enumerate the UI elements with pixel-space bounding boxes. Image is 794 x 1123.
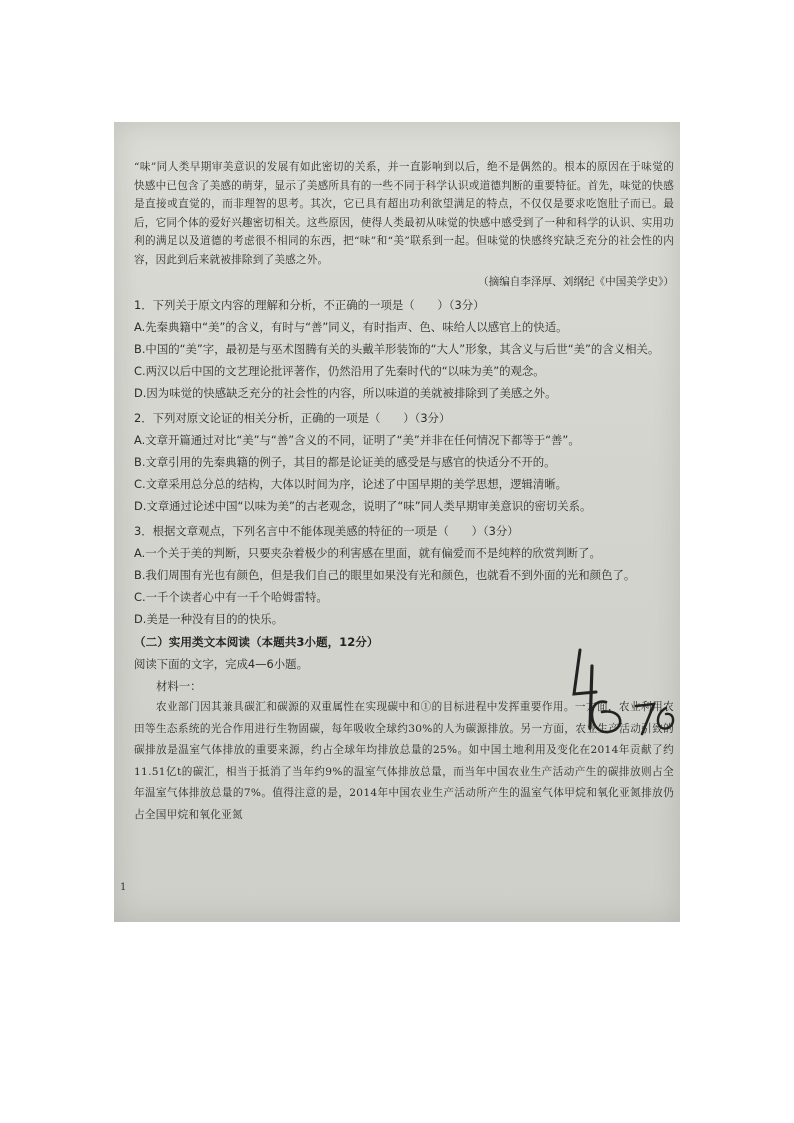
page-mark: 1 [120, 882, 127, 893]
question-stem: 1．下列关于原文内容的理解和分析，不正确的一项是（ ）（3分） [134, 297, 485, 312]
question-option: A.文章开篇通过对比“美”与“善”含义的不同，证明了“美”并非在任何情况下都等于“善”。 [134, 432, 580, 447]
question-option: C.一千个读者心中有一千个哈姆雷特。 [134, 590, 328, 605]
passage-paragraph: “味”同人类早期审美意识的发展有如此密切的关系，并一直影响到以后，绝不是偶然的。根本的原因在于味觉的快感中已包含了美感的萌芽，显示了美感所具有的一些不同于科学认识或道德判断的重要特征。首先，味觉的快感是直接或直觉的，而非理智的思考。其次，它已具有超出功利欲望满足的特点，不仅仅是要求吃饱肚子而已。最后，它同个体的爱好兴趣密切相关。这些原因，使得人类最初从味觉的快感中感受到了一种和科学的认识、实用功利的满足以及道德的考虑很不相同的东西，把“味”和“美”联系到一起。但味觉的快感终究缺乏充分的社会性的内容，因此到后来就被排除到了美感之外。 [134, 161, 674, 266]
question-option: A.一个关于美的判断，只要夹杂着极少的利害感在里面，就有偏爱而不是纯粹的欣赏判断了。 [134, 545, 601, 560]
question-option: D.文章通过论述中国“以味为美”的古老观念，说明了“味”同人类早期审美意识的密切关系。 [134, 499, 592, 514]
section-instruction: 阅读下面的文字，完成4—6小题。 [134, 656, 308, 671]
question-option: B.中国的“美”字，最初是与巫术图腾有关的头戴羊形装饰的“大人”形象，其含义与后世“美”的含义相关。 [134, 341, 660, 356]
material-label: 材料一： [156, 678, 202, 693]
question-option: D.因为味觉的快感缺乏充分的社会性的内容，所以味道的美就被排除到了美感之外。 [134, 386, 557, 401]
question-stem: 2．下列对原文论证的相关分析，正确的一项是（ ）（3分） [134, 410, 451, 425]
question-option: A.先秦典籍中“美”的含义，有时与“善”同义，有时指声、色、味给人以感官上的快适。 [134, 319, 568, 334]
question-option: C.文章采用总分总的结构，大体以时间为序，论述了中国早期的美学思想，逻辑清晰。 [134, 477, 568, 492]
question-option: C.两汉以后中国的文艺理论批评著作，仍然沿用了先秦时代的“以味为美”的观念。 [134, 364, 545, 379]
material-text: 农业部门因其兼具碳汇和碳源的双重属性在实现碳中和①的目标进程中发挥重要作用。一方面，农业利用农田等生态系统的光合作用进行生物固碳，每年吸收全球约30%的人为碳源排放。另一方面，农业生产活动引致的碳排放是温室气体排放的重要来源，约占全球年均排放总量的25%。如中国土地利用及变化在2014年贡献了约11.51亿t的碳汇，相当于抵消了当年约9%的温室气体排放总量，而当年中国农业生产活动产生的碳排放则占全年温室气体排放总量的7%。值得注意的是，2014年中国农业生产活动所产生的温室气体甲烷和氧化亚氮排放仍占全国甲烷和氧化亚氮 [134, 701, 674, 821]
passage-source: （摘编自李泽厚、刘纲纪《中国美学史》） [478, 275, 674, 288]
question-option: D.美是一种没有目的的快乐。 [134, 612, 284, 627]
section-title: （二）实用类文本阅读（本题共3小题，12分） [134, 634, 379, 649]
question-option: B.文章引用的先秦典籍的例子，其目的都是论证美的感受是与感官的快适分不开的。 [134, 454, 556, 469]
question-1 [134, 294, 674, 405]
question-option: B.我们周围有光也有颜色，但是我们自己的眼里如果没有光和颜色，也就看不到外面的光和颜色了。 [134, 568, 636, 582]
handwritten-score-mark [566, 642, 680, 742]
question-2 [134, 407, 674, 518]
question-stem: 3．根据文章观点，下列名言中不能体现美感的特征的一项是（ ）（3分） [134, 523, 519, 538]
question-3 [134, 520, 674, 631]
exam-page-photo [114, 122, 680, 922]
